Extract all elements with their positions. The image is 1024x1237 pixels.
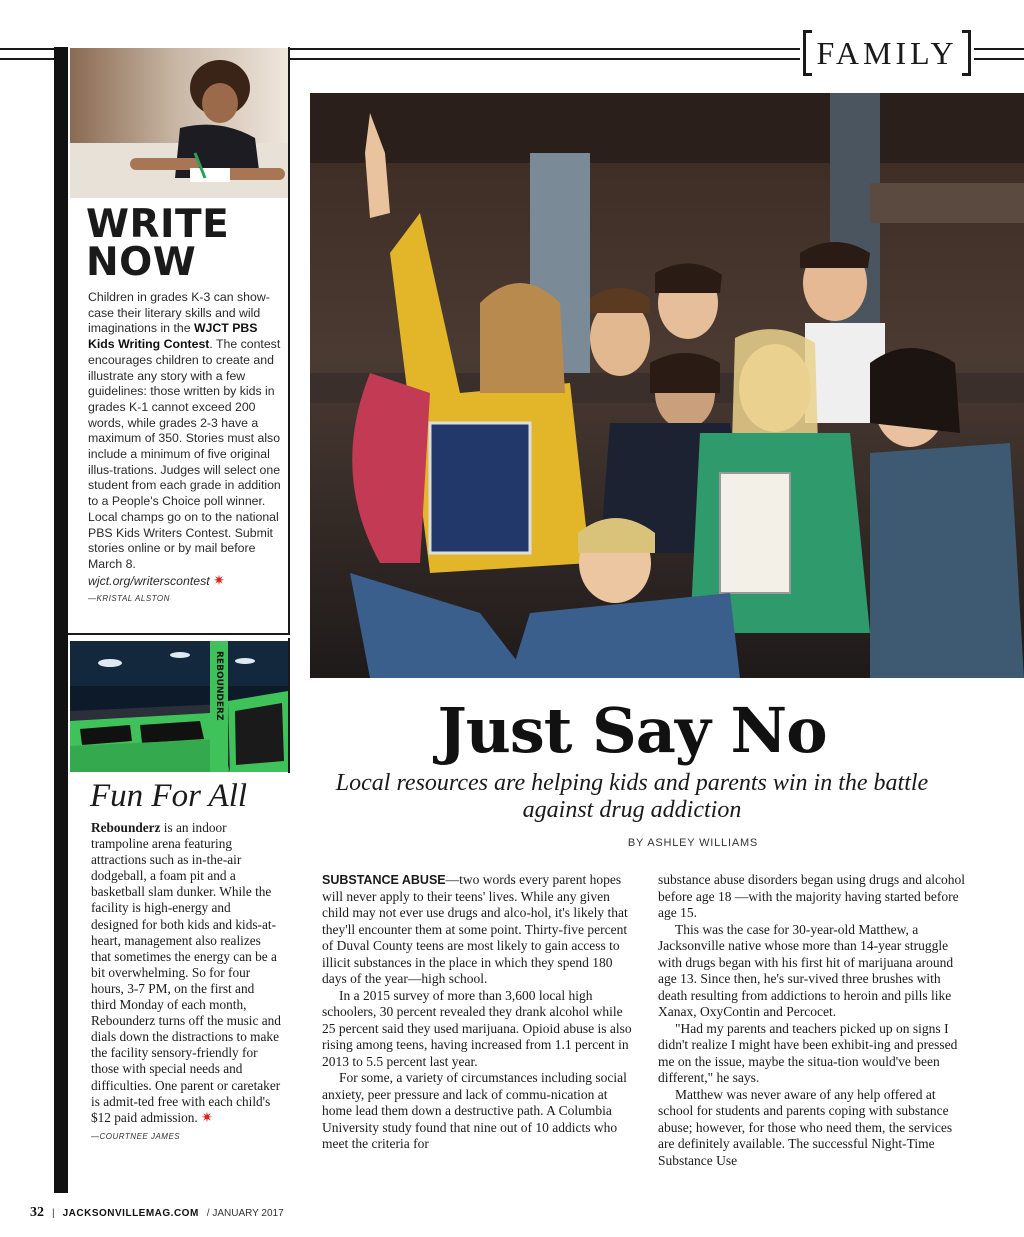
header-rule-top-right bbox=[290, 48, 800, 50]
teens-group-photo bbox=[310, 93, 1024, 678]
header-rule-end-bottom bbox=[974, 58, 1024, 60]
paragraph: substance abuse disorders began using drugs and alcohol before age 18 —with the majority having started before age 15. bbox=[658, 872, 966, 920]
article-headline: Just Say No bbox=[437, 694, 827, 767]
footer-separator: | bbox=[52, 1208, 55, 1219]
header-rule-end-top bbox=[974, 48, 1024, 50]
header-rule-top bbox=[0, 48, 54, 50]
paragraph: —two words every parent hopes will never apply to their teens' lives. While any given child may not ever use drugs and alco-hol, it's likely that they'll encounter them at some point. Thirty-five percent of Duval County teens are most likely to gain access to illicit substances in the place in which they spend 180 days of the year—high school. bbox=[322, 872, 628, 986]
paragraph: Matthew was never aware of any help offered at school for students and parents coping with substance abuse; however, for those who need them, the services are definitely available. The successful Night-Time Substance Use bbox=[658, 1086, 953, 1168]
paragraph: In a 2015 survey of more than 3,600 local high schoolers, 30 percent revealed they drank alcohol while 25 percent said they used marijuana. Opioid abuse is also rising among teens, having increased from 1.1 percent in 2013 to 5.5 percent last year. bbox=[322, 987, 632, 1069]
rebounderz-sign: REBOUNDERZ bbox=[214, 651, 224, 721]
contest-link[interactable]: wjct.org/writerscontest bbox=[88, 573, 210, 588]
rebounderz-name: Rebounderz bbox=[91, 820, 161, 835]
end-mark-icon: ✷ bbox=[201, 1110, 213, 1126]
end-mark-icon: ✷ bbox=[213, 571, 225, 588]
sidebar-bar bbox=[54, 47, 68, 1193]
page-footer bbox=[30, 1205, 284, 1221]
paragraph: For some, a variety of circumstances including social anxiety, peer pressure and lack of commu-nication at home lead them down a destructive path. A Columbia University study found that nine out of 10 addicts who meet the criteria for bbox=[322, 1070, 627, 1151]
article-subhead: Local resources are helping kids and parents win in the battle against drug addiction bbox=[335, 770, 929, 823]
header-rule-bottom-right bbox=[290, 58, 800, 60]
fun-for-all-title: Fun For All bbox=[90, 778, 248, 814]
write-title-line1: WRITE bbox=[86, 202, 230, 247]
write-now-body bbox=[88, 290, 284, 607]
paragraph: "Had my parents and teachers picked up on signs I didn't realize I might have been exhibit-ing and pressed me on the issue, maybe the situa-tion would've been different," he says. bbox=[658, 1020, 958, 1085]
fun-for-all-body bbox=[91, 820, 281, 1145]
footer-site[interactable]: JACKSONVILLEMAG.COM bbox=[62, 1208, 199, 1219]
article-column-2 bbox=[658, 872, 970, 1169]
header-rule-bottom bbox=[0, 58, 54, 60]
fun-credit: —COURTNEE JAMES bbox=[91, 1131, 181, 1141]
fun-body-text: is an indoor trampoline arena featuring attractions such as in-the-air dodgeball, a foam pit and a basketball slam dunker. While the facility is high-energy and designed for both kids and kids-at-heart, management also realizes that sometimes the energy can be a bit overwhelming. So for four hours, 3-7 PM, on the first and third Monday of each month, Rebounderz turns off the music and dials down the distractions to make the facility sensory-friendly for those with special needs and difficulties. One parent or caretaker is admit-ted free with each child's $12 paid admission. bbox=[91, 820, 281, 1125]
contest-name: WJCT PBS Kids Writing Contest bbox=[88, 321, 258, 352]
paragraph: This was the case for 30-year-old Matthew, a Jacksonville native whose more than 14-year struggle with drugs began with his first hit of marijuana around age 13. Since then, he's sur-vived three brushes with death resulting from addictions to heroin and pills like Xanax, OxyContin and Percocet. bbox=[658, 921, 954, 1019]
write-credit: —KRISTAL ALSTON bbox=[88, 594, 170, 604]
article-byline: BY ASHLEY WILLIAMS bbox=[627, 837, 759, 849]
section-label: FAMILY bbox=[803, 30, 971, 76]
article-column-1 bbox=[322, 872, 634, 1153]
write-title-line2: NOW bbox=[86, 240, 197, 285]
write-body-text: Children in grades K-3 can show-case their literary skills and wild imaginations in the bbox=[88, 290, 270, 336]
page-number: 32 bbox=[30, 1205, 44, 1220]
footer-issue: / JANUARY 2017 bbox=[206, 1208, 284, 1219]
lead-in: SUBSTANCE ABUSE bbox=[322, 873, 446, 887]
write-now-title bbox=[86, 202, 230, 285]
write-body-text-2: . The contest encourages children to create and illustrate any story with a few guidelines: those written by kids in grades K-1 cannot exceed 200 words, while grades 2-3 have a maximum of 350. Stories must also include a minimum of five original illus-trations. Judges will select one student from each grade in addition to a People's Choice poll winner. Local champs go on to the national PBS Kids Writers Contest. Submit stories online or by mail before March 8. bbox=[88, 337, 281, 571]
trampoline-park-photo bbox=[70, 641, 288, 772]
girl-drawing-photo bbox=[70, 48, 288, 198]
